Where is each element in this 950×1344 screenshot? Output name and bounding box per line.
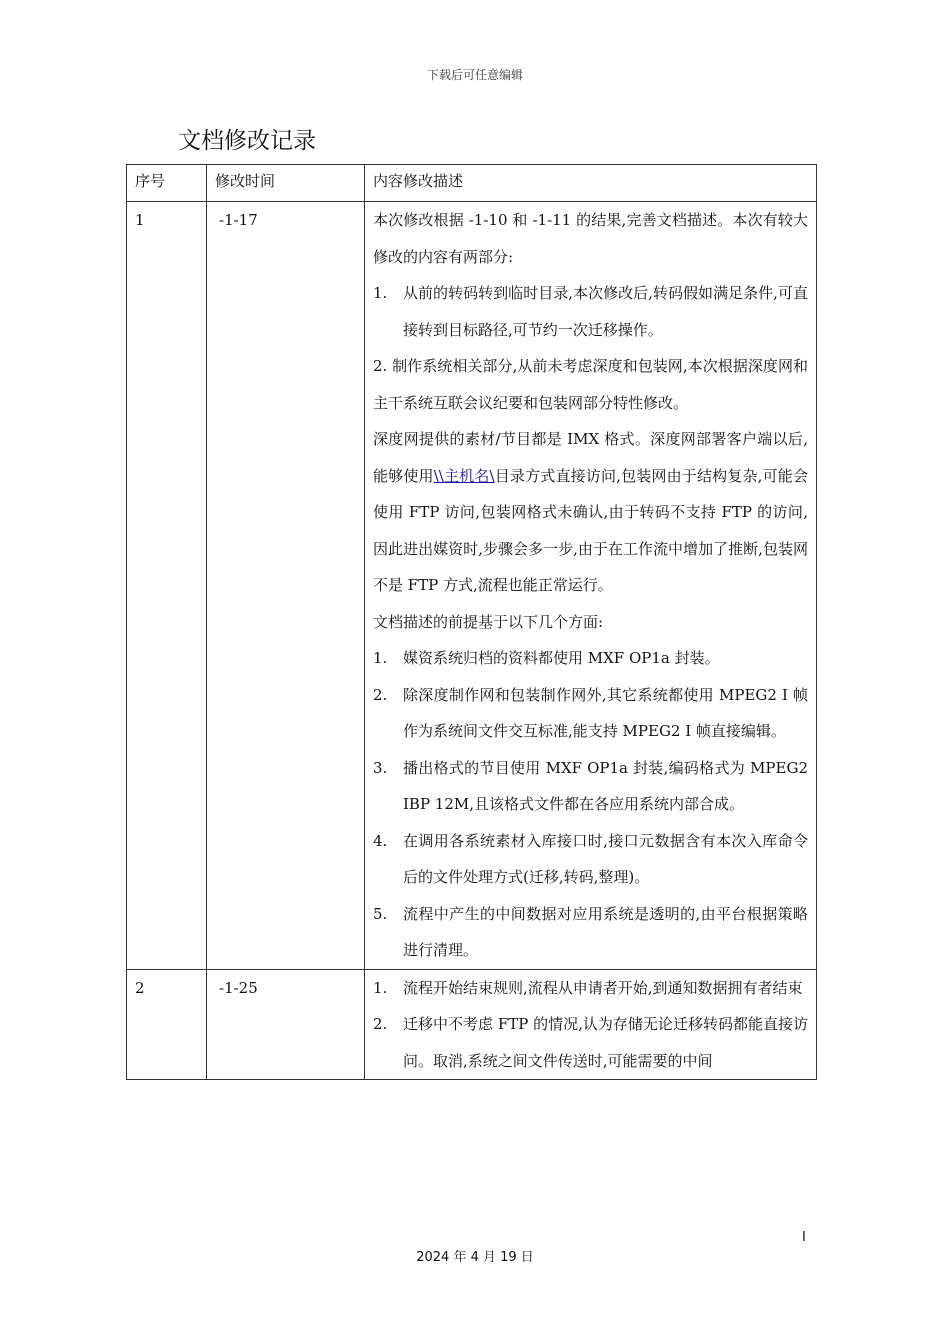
table-row: [127, 202, 817, 970]
list-text: 除深度制作网和包装制作网外,其它系统都使用 MPEG2 I 帧作为系统间文件交互标准,能支持 MPEG2 I 帧直接编辑。: [403, 685, 808, 740]
row1-description: [365, 202, 817, 970]
list-item: [373, 640, 808, 677]
list-text: 流程中产生的中间数据对应用系统是透明的,由平台根据策略进行清理。: [403, 904, 808, 959]
row1-date: -1-17: [207, 202, 365, 970]
list-item: [373, 823, 808, 896]
list-item: [373, 750, 808, 823]
row2-date: -1-25: [207, 969, 365, 1080]
list-number: 2.: [373, 685, 388, 704]
list-number: 3.: [373, 758, 388, 777]
row1-change-item-1: [373, 275, 808, 348]
para-text: 深度网提供的素材/节目都是 IMX 格式。深度网部署客户端以后,能够使用: [373, 430, 808, 485]
table-row: [127, 969, 817, 1080]
list-text: 在调用各系统素材入库接口时,接口元数据含有本次入库命令后的文件处理方式(迁移,转码,整理)。: [403, 831, 808, 886]
list-item: [373, 677, 808, 750]
row1-seq: 1: [127, 202, 207, 970]
header-seq: 序号: [127, 165, 207, 202]
list-number: 2.: [373, 1015, 388, 1033]
row2-seq: 2: [127, 969, 207, 1080]
host-path-link[interactable]: \\主机名\: [433, 466, 495, 485]
list-number: 4.: [373, 831, 388, 850]
row1-para-4: 文档描述的前提基于以下几个方面:: [373, 612, 604, 631]
list-number: 1.: [373, 284, 388, 302]
list-number: 1.: [373, 649, 388, 667]
list-number: 1.: [373, 978, 388, 997]
header-description: 内容修改描述: [365, 165, 817, 202]
document-title: 文档修改记录: [178, 128, 316, 154]
list-text: 播出格式的节目使用 MXF OP1a 封装,编码格式为 MPEG2 IBP 12M,且该格式文件都在各应用系统内部合成。: [403, 758, 808, 813]
row1-para-2: 2. 制作系统相关部分,从前未考虑深度和包装网,本次根据深度网和主干系统互联会议纪要和包装网部分特性修改。: [373, 357, 808, 412]
list-text: 媒资系统归档的资料都使用 MXF OP1a 封装。: [403, 649, 720, 667]
list-item: [373, 1006, 808, 1079]
header-date: 修改时间: [207, 165, 365, 202]
row1-para-3: [373, 421, 808, 604]
row2-description: [365, 969, 817, 1080]
page-number: I: [802, 1230, 806, 1245]
list-text: 迁移中不考虑 FTP 的情况,认为存储无论迁移转码都能直接访问。取消,系统之间文件传送时,可能需要的中间: [403, 1015, 808, 1070]
row1-para-1: 本次修改根据 -1-10 和 -1-11 的结果,完善文档描述。本次有较大修改的内容有两部分:: [373, 211, 808, 266]
revision-table: [126, 164, 817, 1080]
footer-date: 2024 年 4 月 19 日: [416, 1250, 534, 1265]
list-text: 流程开始结束规则,流程从申请者开始,到通知数据拥有者结束: [403, 978, 803, 997]
para-text: 目录方式直接访问,包装网由于结构复杂,可能会使用 FTP 访问,包装网格式未确认,由于转码不支持 FTP 的访问,因此进出媒资时,步骤会多一步,由于在工作流中增加了推断,包装网不是 FTP 方式,流程也能正常运行。: [373, 466, 808, 594]
header-note: 下载后可任意编辑: [426, 68, 523, 82]
table-header-row: [127, 165, 817, 202]
list-text: 从前的转码转到临时目录,本次修改后,转码假如满足条件,可直接转到目标路径,可节约一次迁移操作。: [403, 284, 808, 339]
list-item: [373, 970, 808, 1007]
list-item: [373, 896, 808, 969]
list-number: 5.: [373, 904, 388, 923]
